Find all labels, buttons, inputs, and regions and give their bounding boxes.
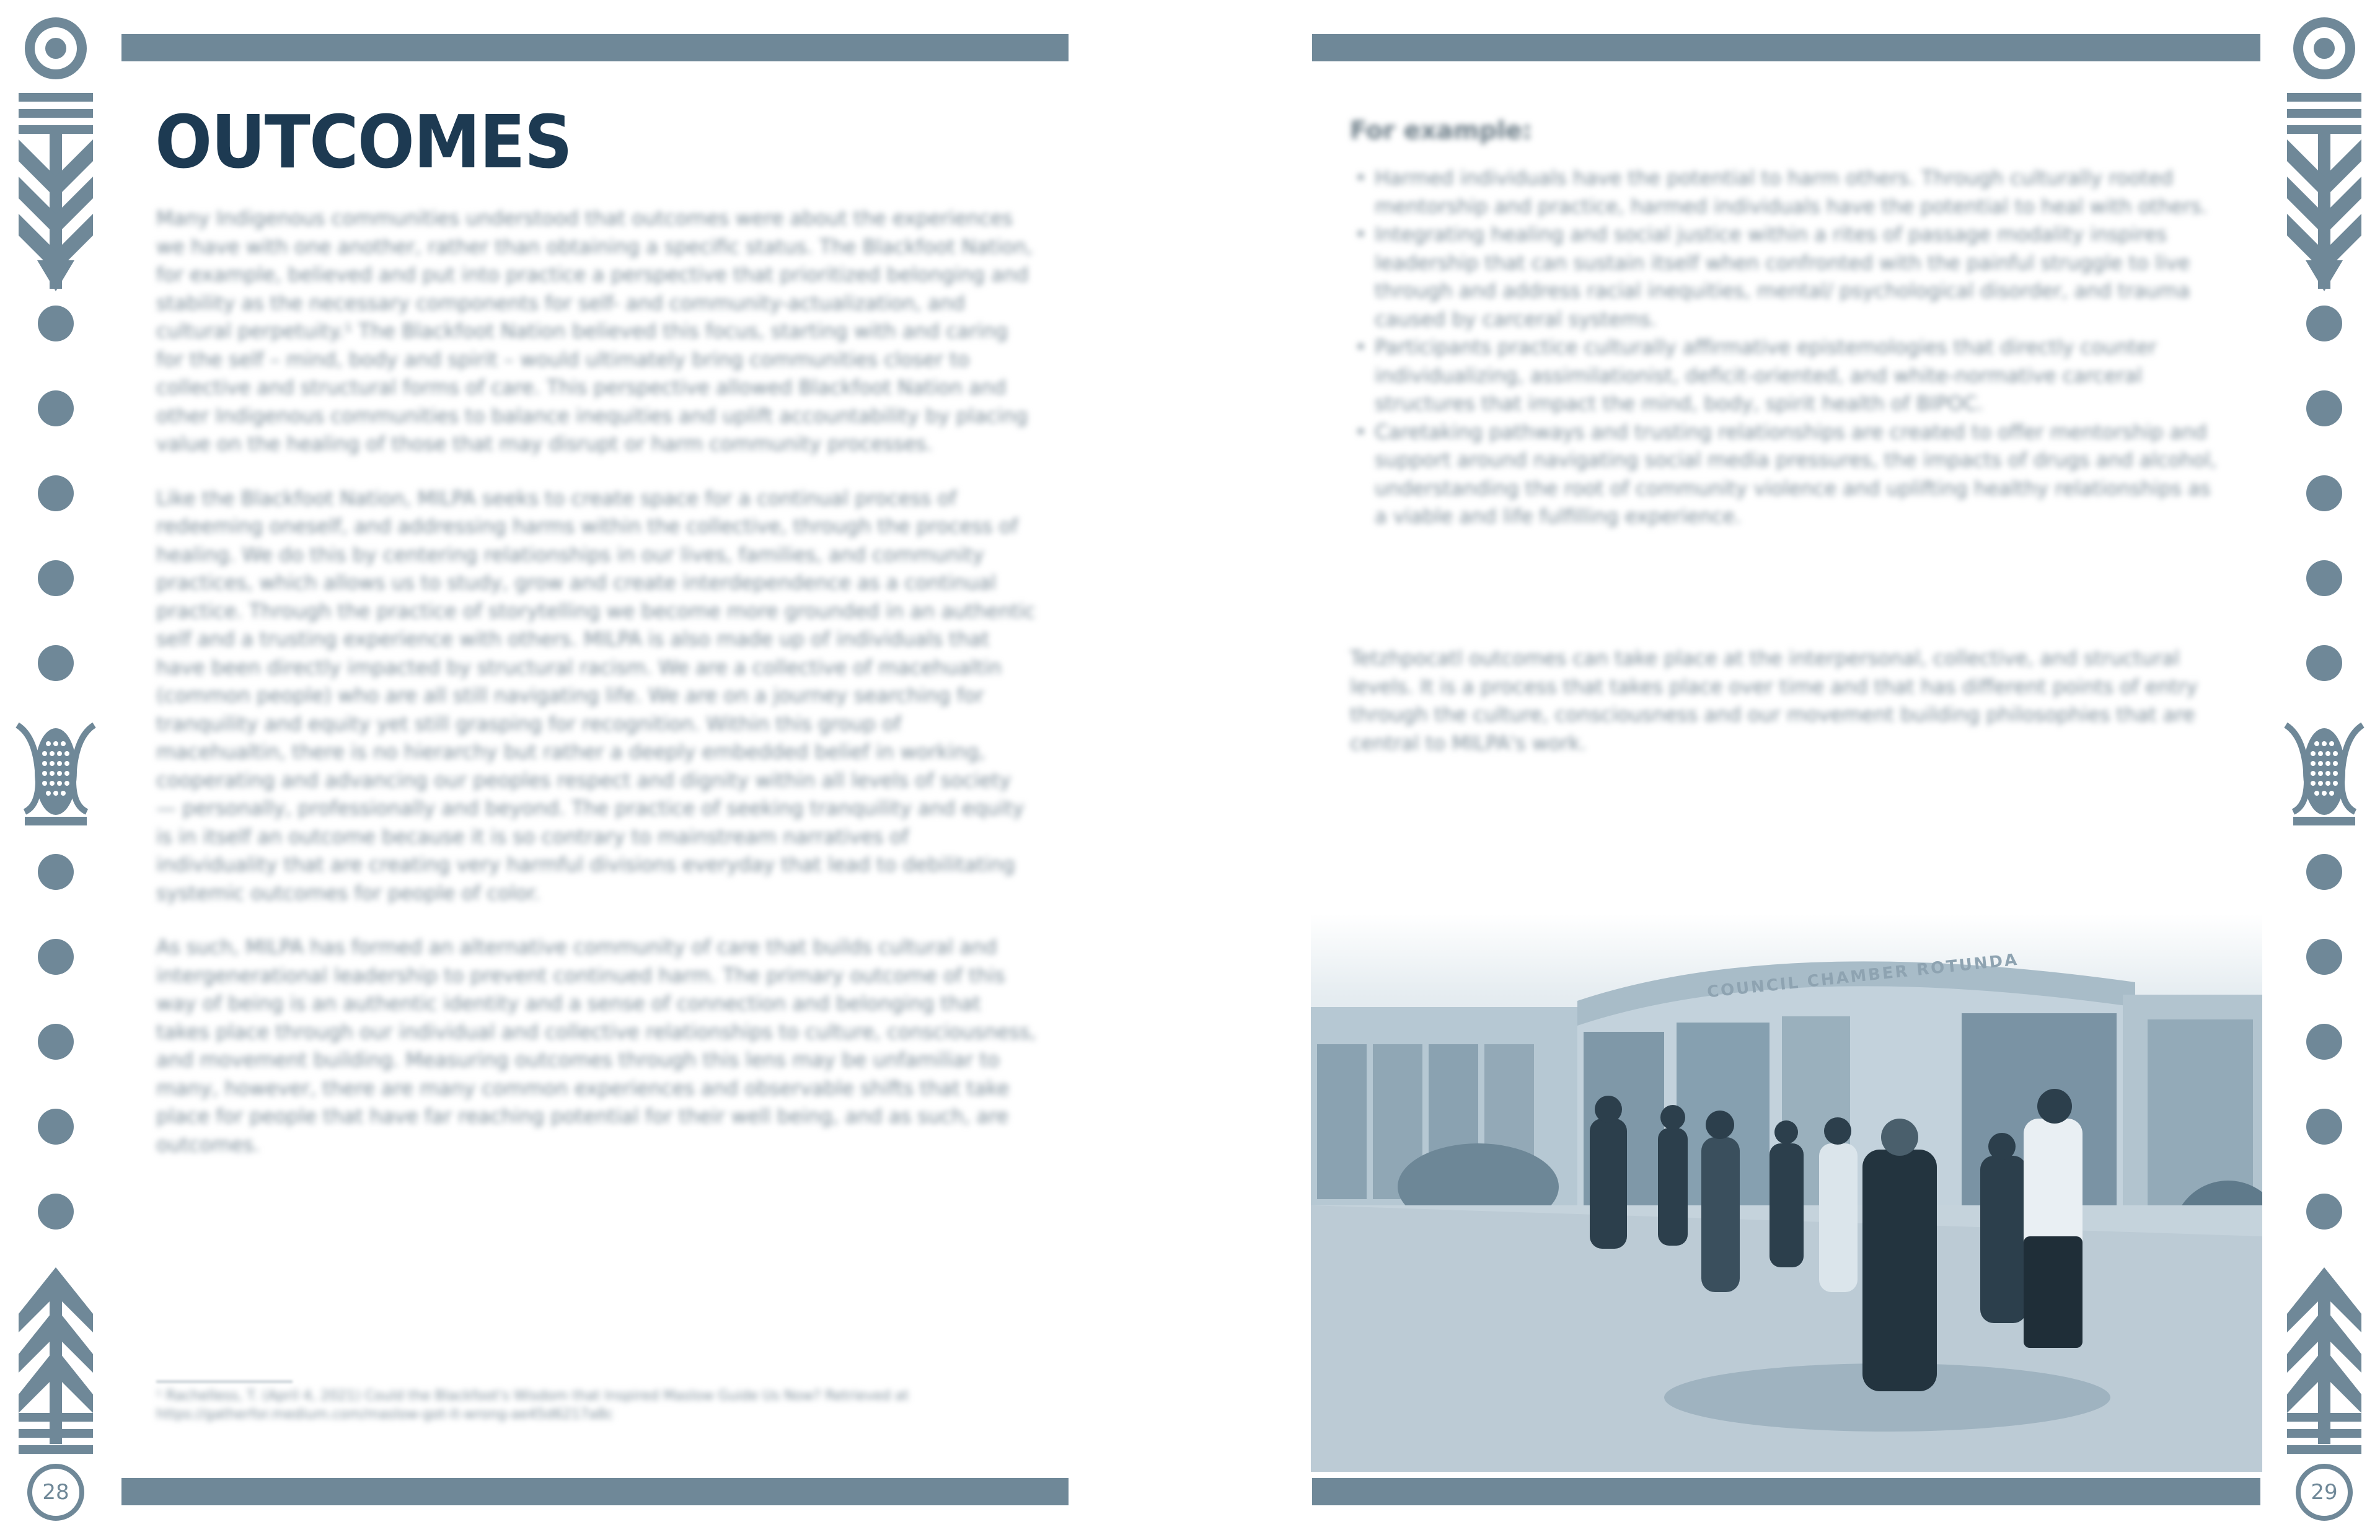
tree-icon (0, 1264, 112, 1463)
page-title: OUTCOMES (155, 99, 572, 185)
target-tree-icon (2268, 12, 2380, 304)
left-decorative-border (0, 0, 112, 1540)
page-number-left: 28 (27, 1464, 84, 1521)
list-item: • Caretaking pathways and trusting relationships are created to offer mentorship and support around navigating social media pressures, the impacts of drugs and alcohol, understanding the root of community violence and uplifting healthy relationships as a viable and life fulfilling experience. (1350, 418, 2218, 531)
list-item: • Participants practice culturally affirmative epistemologies that directly counter individualizing, assimilationist, deficit-oriented, and white-normative carceral structures that impact the mind, body, spirit health of BIPOC. (1350, 333, 2218, 418)
border-dot (38, 854, 74, 890)
border-dot (38, 939, 74, 975)
border-dot (38, 1024, 74, 1060)
border-dot (38, 306, 74, 341)
border-dot (38, 1109, 74, 1145)
border-dot (38, 390, 74, 426)
paragraph: As such, MILPA has formed an alternative community of care that builds cultural and intergenerational leadership to prevent continued harm. The primary outcome of this way of being is an authentic identity and a sense of connection and belonging that takes place through our individual and collective relationships to culture, consciousness, and movement building. Measuring outcomes through this lens may be unfamiliar to many, however, there are many common experiences and observable shifts that take place for people that have far reaching potential for their well being, and as such, are outcomes. (156, 935, 1036, 1156)
list-item: • Harmed individuals have the potential to harm others. Through culturally rooted mentorship and practice, harmed individuals have the potential to heal with others. (1350, 164, 2218, 221)
building-sign: COUNCIL CHAMBER ROTUNDA (1706, 950, 2020, 1002)
top-bar-right (1312, 34, 2260, 61)
border-dot (2306, 390, 2342, 426)
border-dot (38, 475, 74, 511)
bottom-bar-right (1312, 1478, 2260, 1505)
footnote: ¹ Rachelless, T. (April 4, 2021) Could the Blackfoot's Wisdom that Inspired Maslow Guide Us Now? Retrieved at https://gatherfor.medium.com/maslow-got-it-wrong-ae45d6217a8c (156, 1388, 909, 1422)
paragraph: Like the Blackfoot Nation, MILPA seeks to create space for a continual process of redeeming oneself, and addressing harms within the collective, through the process of healing. We do this by centering relationships in our lives, families, and community practices, which allows us to study, grow and create interdependence as a continual practice. Through the practice of storytelling we become more grounded in an authentic self and a trusting experience with others. MILPA is also made up of individuals that have been directly impacted by structural racism. We are a collective of macehualtin (common people) who are all still navigating life. We are on a journey searching for tranquility and equity yet still grasping for recognition. Within this group of macehualtin, there is no hierarchy but rather a deeply embedded belief in working, cooperating and advancing our peoples respect and dignity within all levels of society — personally, professionally and beyond. The practice of seeking tranquility and equity is in itself an outcome because it is so contrary to mainstream narratives of individuality that are creating very harmful divisions everyday that lead to debilitating systemic outcomes for people of color. (156, 486, 1036, 905)
footnote-divider (156, 1381, 293, 1383)
border-dot (2306, 1194, 2342, 1230)
border-dot (2306, 306, 2342, 341)
closing-paragraph: Tetzhpocatl outcomes can take place at the interpersonal, collective, and structural levels. It is a process that takes place over time and that has different points of entry through the culture, consciousness and our movement building philosophies that are central to MILPA's work. (1350, 646, 2198, 755)
outcome-bullet-list (1350, 164, 2218, 531)
example-heading: For example: (1350, 117, 1532, 145)
bottom-bar-left (121, 1478, 1069, 1505)
body-text (156, 205, 1036, 1185)
border-dot (2306, 939, 2342, 975)
paragraph: Many Indigenous communities understood that outcomes were about the experiences we have with one another, rather than obtaining a specific status. The Blackfoot Nation, for example, believed and put into practice a perspective that prioritized belonging and stability as the necessary components for self- and community-actualization, and cultural perpetuity.¹ The Blackfoot Nation believed this focus, starting with and caring for the self – mind, body and spirit – would ultimately bring communities closer to collective and structural forms of care. This perspective allowed Blackfoot Nation and other Indigenous communities to balance inequities and uplift accountability by placing value on the healing of those that may disrupt or harm community processes. (156, 206, 1033, 455)
border-dot (2306, 645, 2342, 681)
border-dot (38, 645, 74, 681)
right-decorative-border (2268, 0, 2380, 1540)
border-dot (38, 1194, 74, 1230)
border-dot (2306, 1024, 2342, 1060)
tree-icon (2268, 1264, 2380, 1463)
top-bar-left (121, 34, 1069, 61)
border-dot (2306, 560, 2342, 596)
page-number-right: 29 (2296, 1464, 2353, 1521)
border-dot (2306, 475, 2342, 511)
corn-icon (2268, 713, 2380, 830)
list-item: • Integrating healing and social justice within a rites of passage modality inspires leadership that can sustain itself when confronted with the painful struggle to live through and address racial inequities, mental/ psychological disorder, and trauma caused by carceral systems. (1350, 221, 2218, 333)
target-tree-icon (0, 12, 112, 304)
group-photo (1311, 914, 2262, 1472)
border-dot (2306, 854, 2342, 890)
border-dot (38, 560, 74, 596)
border-dot (2306, 1109, 2342, 1145)
corn-icon (0, 713, 112, 830)
